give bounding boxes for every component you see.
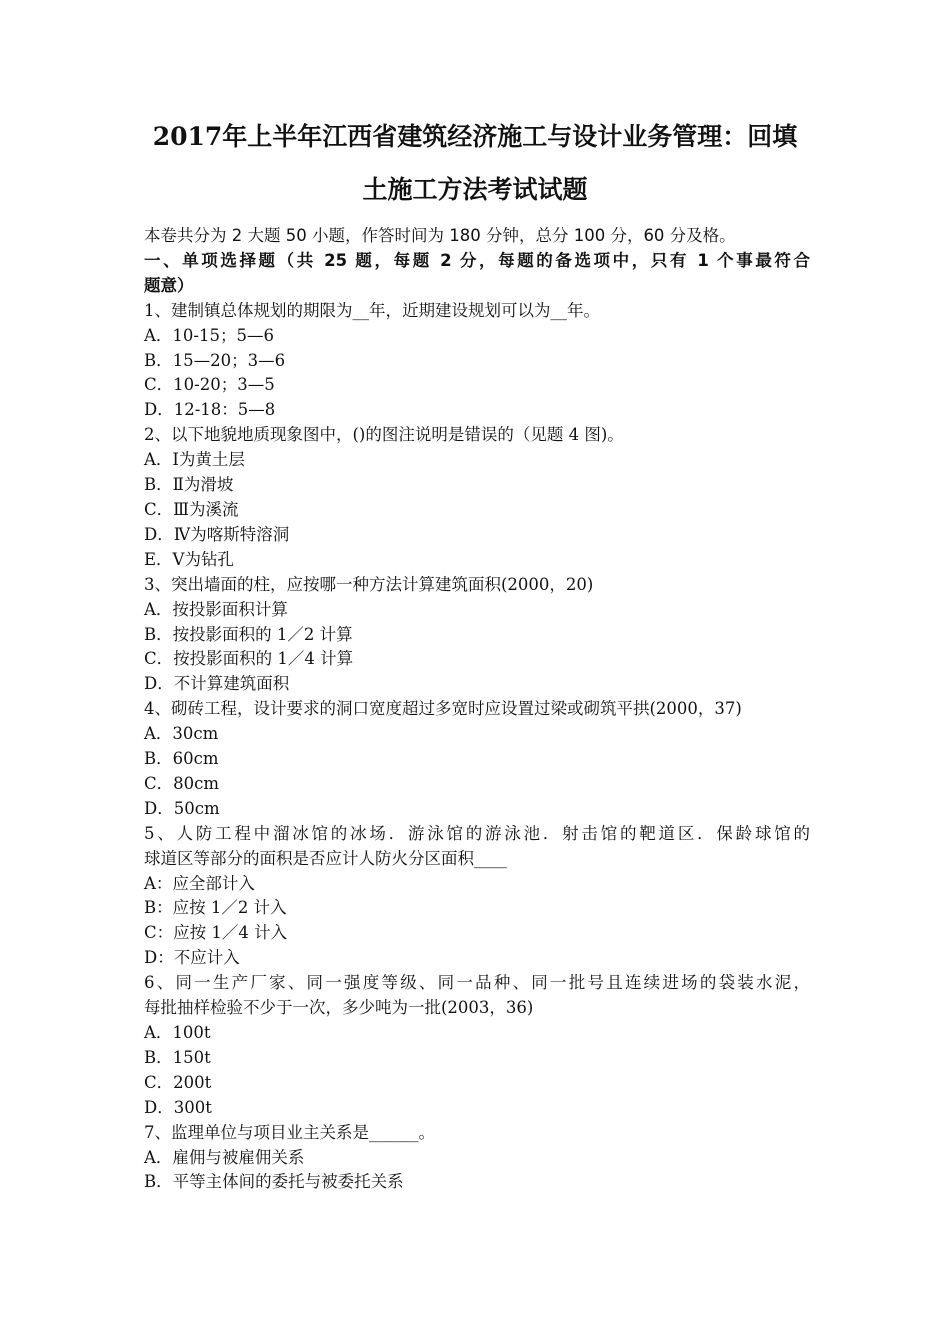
answer-option: D．12-18：5—8 <box>144 400 276 420</box>
question-stem: 7、监理单位与项目业主关系是______。 <box>144 1122 435 1142</box>
exam-intro: 本卷共分为 2 大题 50 小题，作答时间为 180 分钟，总分 100 分，60 分及格。 <box>144 226 736 245</box>
answer-option: B．按投影面积的 1／2 计算 <box>144 624 353 644</box>
question-stem-continued: 每批抽样检验不少于一次，多少吨为一批(2003，36) <box>144 998 534 1018</box>
question-1 <box>144 299 810 424</box>
question-7 <box>144 1121 810 1196</box>
answer-option: D．50cm <box>144 798 220 818</box>
document-body <box>144 224 810 1195</box>
question-stem: 1、建制镇总体规划的期限为__年，近期建设规划可以为__年。 <box>144 300 600 320</box>
answer-option: A．10-15；5—6 <box>144 325 274 345</box>
answer-option: D．300t <box>144 1097 212 1117</box>
answer-option: B：应按 1／2 计入 <box>144 898 287 918</box>
answer-option: B．平等主体间的委托与被委托关系 <box>144 1172 404 1192</box>
question-stem: 6、同一生产厂家、同一强度等级、同一品种、同一批号且连续进场的袋装水泥， <box>144 973 810 993</box>
question-stem-continued: 球道区等部分的面积是否应计人防火分区面积____ <box>144 848 507 868</box>
answer-option: B．Ⅱ为滑坡 <box>144 475 234 495</box>
question-stem: 4、砌砖工程，设计要求的洞口宽度超过多宽时应设置过梁或砌筑平拱(2000，37) <box>144 699 742 719</box>
answer-option: D：不应计入 <box>144 948 240 968</box>
answer-option: A．100t <box>144 1023 211 1042</box>
document-title-line-2: 土施工方法考试试题 <box>362 175 588 204</box>
section-heading-line-2: 题意） <box>144 275 194 295</box>
answer-option: C．Ⅲ为溪流 <box>144 499 239 519</box>
question-stem: 2、以下地貌地质现象图中，()的图注说明是错误的（见题 4 图)。 <box>144 425 624 445</box>
answer-option: B．60cm <box>144 749 219 769</box>
question-stem: 5、人防工程中溜冰馆的冰场．游泳馆的游泳池．射击馆的靶道区．保龄球馆的 <box>144 823 810 843</box>
question-3 <box>144 573 810 698</box>
question-stem: 3、突出墙面的柱，应按哪一种方法计算建筑面积(2000，20) <box>144 574 594 594</box>
answer-option: A．雇佣与被雇佣关系 <box>144 1147 305 1167</box>
section-heading <box>144 249 810 299</box>
question-6 <box>144 971 810 1120</box>
answer-option: C：应按 1／4 计入 <box>144 923 288 943</box>
answer-option: C．按投影面积的 1／4 计算 <box>144 649 354 669</box>
answer-option: C．80cm <box>144 773 220 793</box>
answer-option: D．Ⅳ为喀斯特溶洞 <box>144 524 290 544</box>
section-heading-line-1: 一、单项选择题（共 25 题，每题 2 分，每题的备选项中，只有 1 个事最符合 <box>144 250 810 270</box>
answer-option: C．10-20；3—5 <box>144 375 275 395</box>
answer-option: A．30cm <box>144 724 219 744</box>
answer-option: B．15—20；3—6 <box>144 350 286 370</box>
answer-option: A．Ⅰ为黄土层 <box>144 450 245 470</box>
question-5 <box>144 822 810 971</box>
answer-option: B．150t <box>144 1047 211 1067</box>
question-2 <box>144 423 810 572</box>
question-4 <box>144 697 810 822</box>
answer-option: E．Ⅴ为钻孔 <box>144 549 234 569</box>
answer-option: C．200t <box>144 1072 212 1092</box>
answer-option: A：应全部计入 <box>144 873 255 893</box>
answer-option: D．不计算建筑面积 <box>144 674 290 694</box>
document-title-line-1: 2017年上半年江西省建筑经济施工与设计业务管理：回填 <box>152 122 798 151</box>
answer-option: A．按投影面积计算 <box>144 599 288 619</box>
